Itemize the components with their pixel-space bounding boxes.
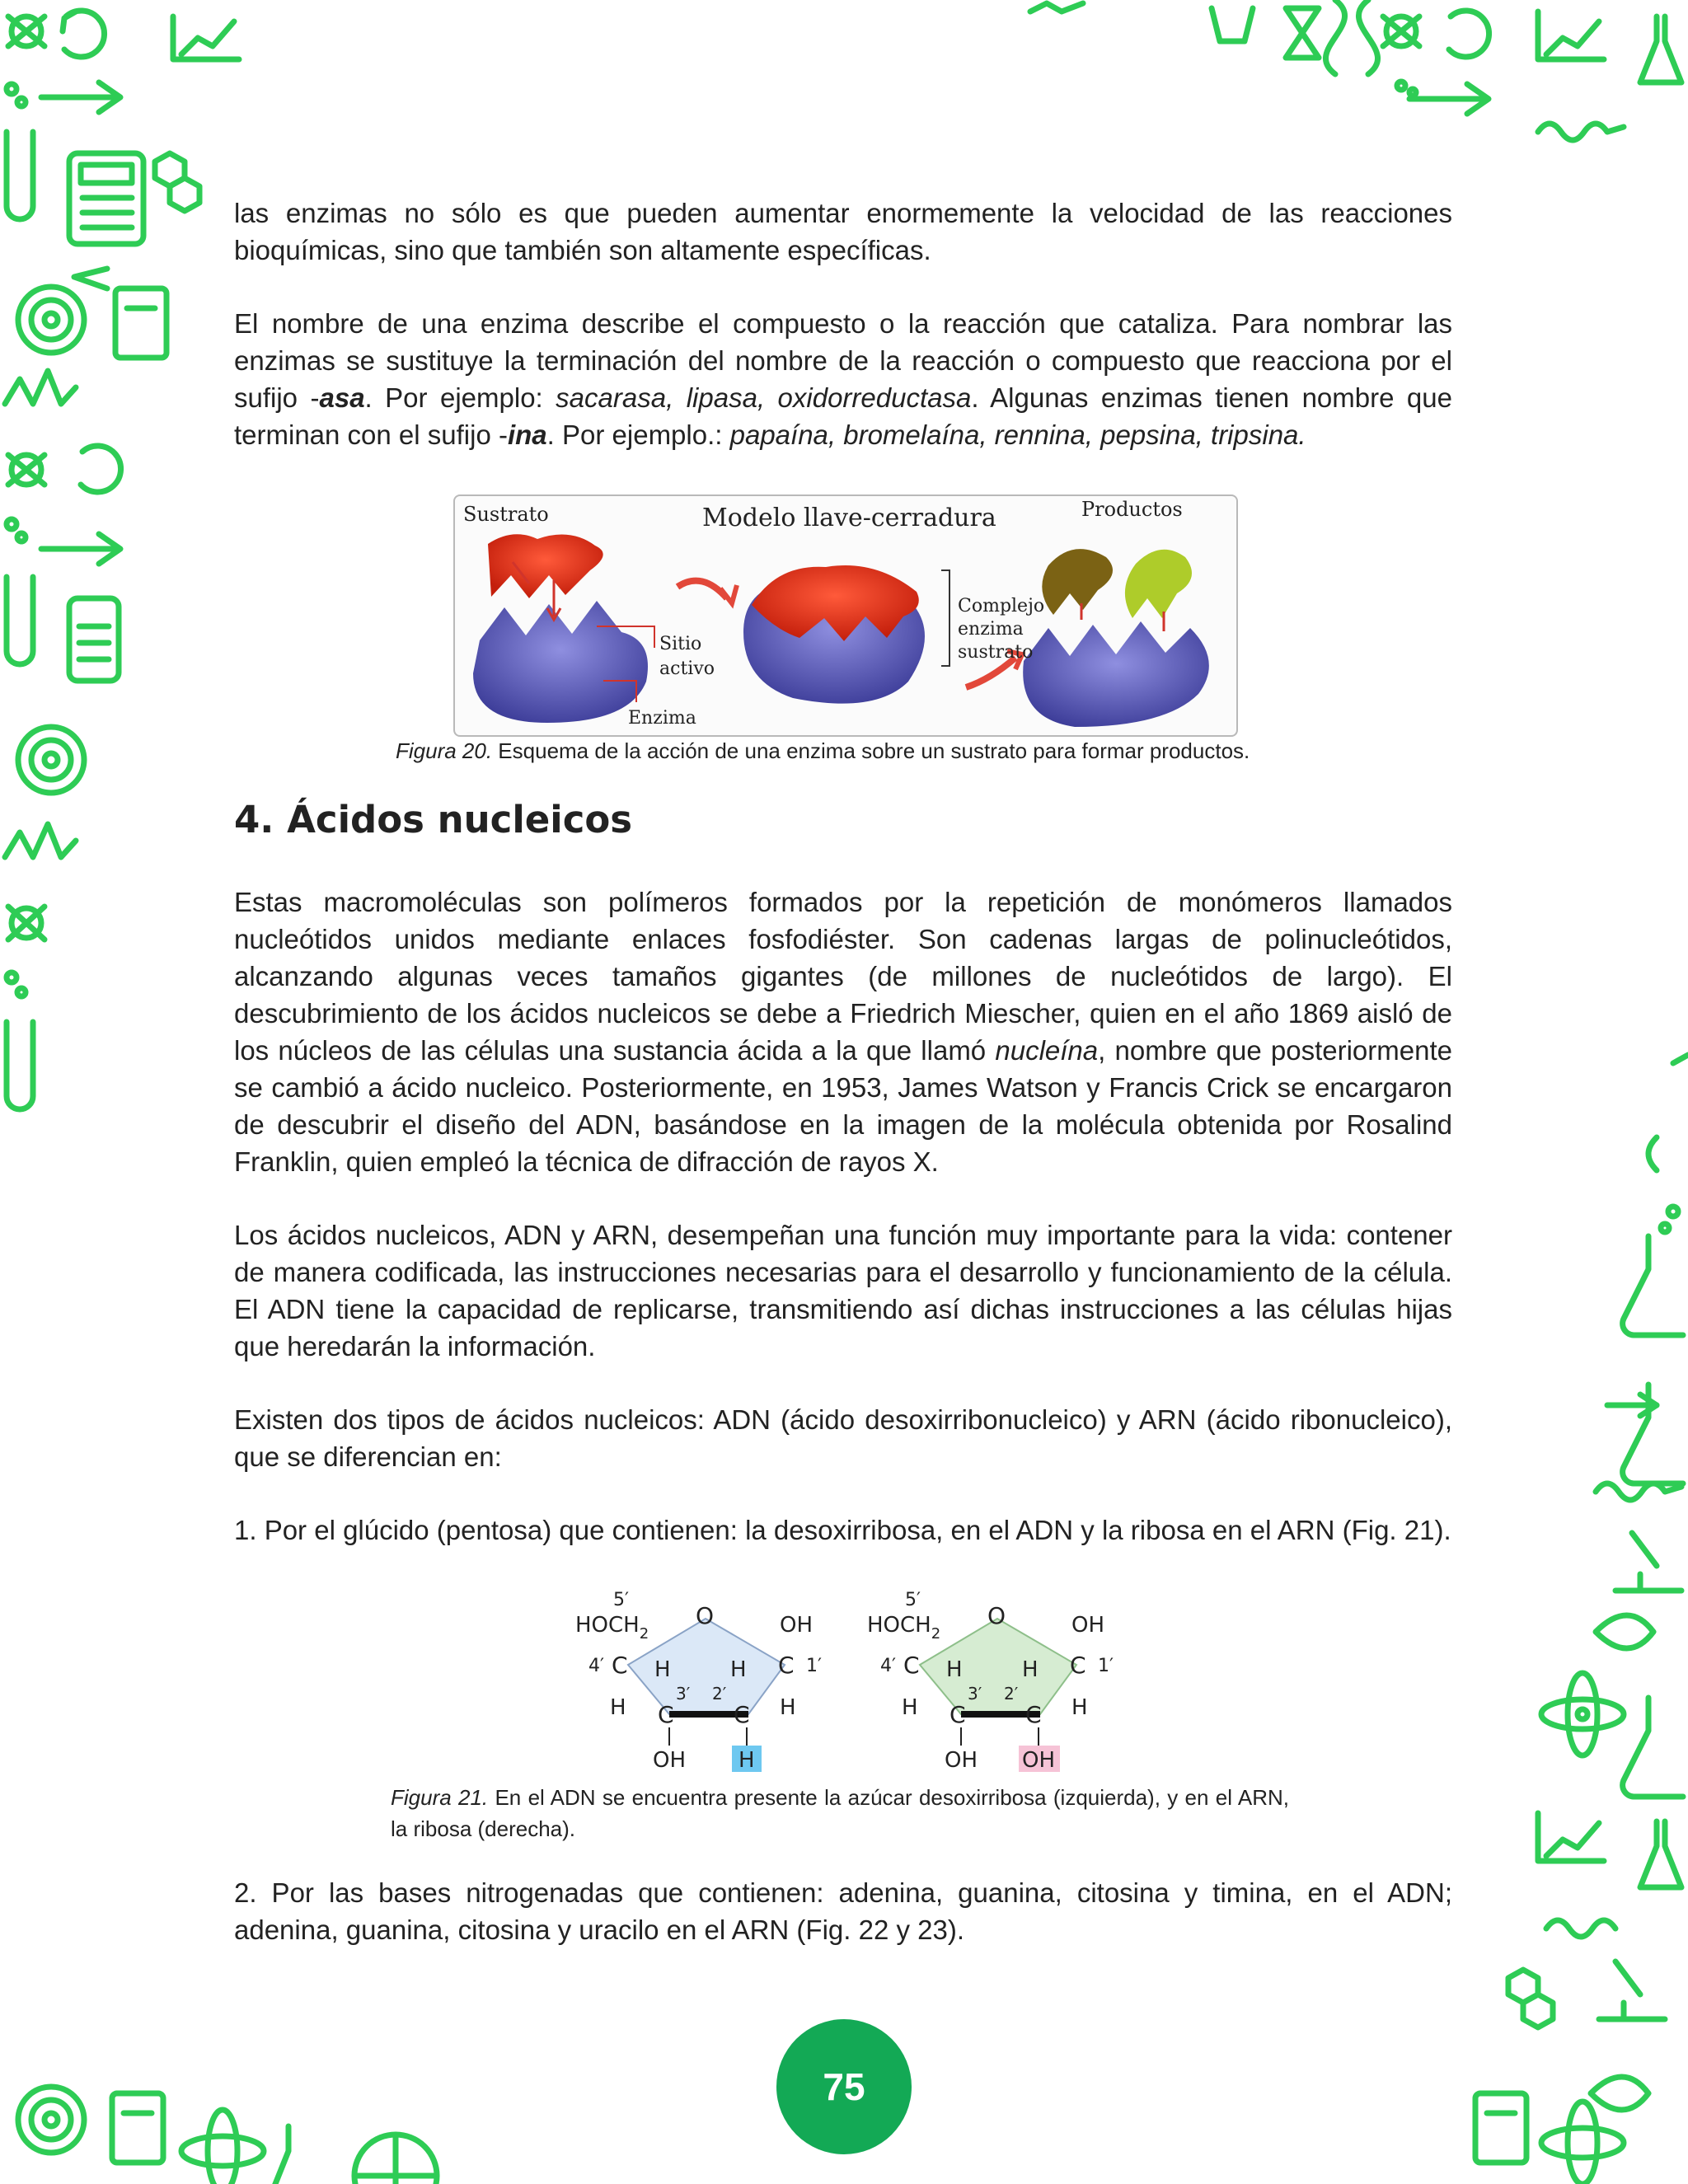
target-icon [18,2087,84,2153]
label-5prime: 5′ [613,1590,629,1610]
atom-icon [1541,2102,1624,2184]
carbon-4: C [903,1652,920,1679]
hydrogen: H [780,1695,796,1720]
section-heading: 4. Ácidos nucleicos [234,798,633,841]
paragraph-nucleic-intro [234,883,1452,1180]
label-3prime: 3′ [676,1684,691,1704]
caption-label: Figura 21. [391,1785,489,1810]
suffix-ina: ina [507,419,547,450]
chart-icon [1538,12,1604,59]
caption-text: Esquema de la acción de una enzima sobre un sustrato para formar productos. [492,738,1250,763]
paragraph-enzyme-naming [234,305,1452,453]
flask-icon [1623,1385,1683,1483]
term-nucleina: nucleína [995,1035,1099,1066]
product-2-shape [1125,550,1192,618]
page-content [234,194,1452,453]
notebook-icon [115,288,166,358]
label-hoch2 [575,1613,649,1643]
caption-text: En el ADN se encuentra presente la azúcar desoxirribosa (izquierda), y en el ARN, la ribosa (derecha). [391,1785,1289,1841]
hydrogen: H [1022,1657,1039,1682]
suffix-asa: asa [319,382,365,413]
deoxyribose-structure [575,1590,822,1773]
carbon-1: C [1070,1652,1086,1679]
carbon-1: C [778,1652,795,1679]
enzyme-shape [473,601,648,723]
hourglass-icon [1286,8,1319,58]
text-run: . Por ejemplo.: [546,419,730,450]
page-number-badge: 75 [776,2019,912,2154]
ribose-structure [867,1590,1114,1773]
flask-icon [1623,1698,1683,1797]
chart-icon [1030,3,1083,12]
test-tube-icon [7,132,33,219]
arrow-right-icon [1409,84,1489,114]
label-complex-1: Complejo [958,596,1045,616]
hydrogen: H [946,1657,963,1682]
label-oh-3: OH [945,1748,978,1773]
label-enzyme: Enzima [628,708,696,729]
substrate-shape [488,534,603,598]
label-2prime: 2′ [1004,1684,1019,1704]
recycle-icon [81,446,121,492]
ring-oxygen: O [696,1602,715,1629]
subscript-2: 2 [931,1625,941,1643]
label-hoch2 [867,1613,940,1643]
paragraph-nucleic-types: Existen dos tipos de ácidos nucleicos: ADN (ácido desoxirribonucleico) y ARN (ácido ribonucleico), que se diferencian en: [234,1404,1452,1472]
section-body [234,883,1452,1549]
examples-ina: papaína, bromelaína, rennina, pepsina, tripsina. [729,419,1306,450]
label-4prime: 4′ [880,1656,896,1676]
text-run: . Algunas enzimas tienen nombre que terminan con el sufijo - [234,382,1452,450]
carbon-3: C [658,1701,674,1728]
figure-20-caption [396,735,1302,766]
atom-icon [8,16,45,46]
label-oh-3: OH [653,1748,687,1773]
carbon-2: C [1025,1701,1042,1728]
label-2prime: 2′ [712,1684,727,1704]
recycle-icon [1449,11,1489,57]
text-run: . Por ejemplo: [364,382,556,413]
product-1-shape [1042,549,1113,615]
test-tube-icon [7,1022,33,1109]
hydrogen: H [902,1695,918,1720]
highlight-deoxy-h: H [738,1748,755,1773]
label-site: Sitio [659,634,702,654]
chart-icon [1538,1813,1604,1861]
figure-pentose-sugars [569,1586,1129,1774]
text-run: El nombre de una enzima describe el compuesto o la reacción que cataliza. Para nombrar las enzimas se sustituye la terminación del nombre de la reacción o compuesto que reacciona por el sufijo - [234,308,1452,413]
paragraph-pentose: 1. Por el glúcido (pentosa) que contienen: la desoxirribosa, en el ADN y la ribosa en el ARN (Fig. 21). [234,1515,1451,1545]
hexagon-icon [155,153,199,211]
label-active: activo [659,658,715,679]
hydrogen: H [654,1657,671,1682]
chart-icon [173,16,239,59]
flask-icon [1640,1821,1681,1887]
atom-icon [1383,16,1419,46]
examples-asa: sacarasa, lipasa, oxidorreductasa [556,382,972,413]
lock-key-diagram [455,496,1236,735]
label-4prime: 4′ [588,1656,604,1676]
hoch2-text: HOCH [575,1613,640,1638]
globe-icon [354,2135,437,2184]
flask-icon [1640,16,1681,82]
hydrogen: H [1071,1695,1088,1720]
label-substrate: Sustrato [463,503,549,526]
subscript-2: 2 [639,1625,649,1643]
carbon-4: C [612,1652,628,1679]
carbon-3: C [950,1701,966,1728]
label-oh-1: OH [1071,1613,1105,1638]
text-run: Estas macromoléculas son polímeros formados por la repetición de monómeros llamados nucleótidos unidos mediante enlaces fosfodiéster. Son cadenas largas de polinucleótidos, alcanzando algunas veces tamaños gigantes (de millones de nucleótidos de largo). El descubrimiento de los ácidos nucleicos se debe a Friedrich Miescher, quien en el año 1869 aisló de los núcleos de las células una sustancia ácida a la que llamó [234,887,1452,1066]
highlight-ribose-oh: OH [1022,1748,1056,1773]
flask-icon [1623,1236,1683,1335]
figure-21-caption [391,1782,1289,1844]
label-3prime: 3′ [968,1684,982,1704]
hydrogen: H [730,1657,747,1682]
calculator-icon [69,153,143,244]
ring-oxygen: O [987,1602,1006,1629]
recycle-icon [63,11,105,57]
flask-icon [1212,8,1253,41]
notebook-icon [1475,2093,1526,2163]
leaf-icon [1591,2077,1648,2110]
label-complex-2: enzima [958,619,1024,640]
arrow-right-icon [41,534,120,564]
figure-title: Modelo llave-cerradura [702,504,996,532]
paragraph-enzyme-specificity: las enzimas no sólo es que pueden aumentar enormemente la velocidad de las reacciones bioquímicas, sino que también son altamente específicas. [234,198,1452,265]
pentose-diagram [569,1586,1129,1774]
label-5prime: 5′ [905,1590,921,1610]
calculator-icon [69,598,119,681]
flask-icon [272,2126,288,2184]
label-1prime: 1′ [806,1656,822,1676]
label-complex-3: sustrato [958,642,1034,663]
microscope-icon [1615,1533,1681,1591]
atom-icon [8,455,45,485]
atom-icon [1541,1673,1624,1755]
paragraph-bases: 2. Por las bases nitrogenadas que contienen: adenina, guanina, citosina y timina, en el ADN; adenina, guanina, citosina y uracilo en el ARN (Fig. 22 y 23). [234,1877,1452,1945]
dna-icon [1325,0,1377,74]
atom-icon [181,2110,264,2184]
carbon-2: C [734,1701,750,1728]
target-icon [18,287,84,353]
paragraph-nucleic-function: Los ácidos nucleicos, ADN y ARN, desempeñan una función muy importante para la vida: contener de manera codificada, las instrucciones necesarias para el desarrollo y funcionamiento de la célula. El ADN tiene la capacidad de replicarse, transmitiendo así dichas instrucciones a las células hijas que heredarán la información. [234,1220,1452,1361]
label-oh-1: OH [780,1613,814,1638]
hexagon-icon [1508,1970,1553,2027]
caption-label: Figura 20. [396,738,493,763]
label-products: Productos [1081,498,1183,521]
hydrogen: H [610,1695,626,1720]
text-run: , nombre que posteriormente se cambió a ácido nucleico. Posteriormente, en 1953, James Watson y Francis Crick se encargaron de descubrir el diseño del ADN, basándose en la imagen de la molécula obtenida por Rosalind Franklin, quien empleó la técnica de difracción de rayos X. [234,1035,1452,1177]
label-1prime: 1′ [1098,1656,1114,1676]
target-icon [18,727,84,793]
test-tube-icon [7,577,33,664]
microscope-icon [1599,1961,1665,2019]
figure-lock-key-model [453,494,1238,737]
notebook-icon [112,2093,163,2163]
enzyme-shape [1023,621,1209,727]
leaf-icon [1596,1615,1653,1648]
atom-icon [8,907,45,940]
arrow-right-icon [41,82,120,112]
hoch2-text: HOCH [867,1613,931,1638]
